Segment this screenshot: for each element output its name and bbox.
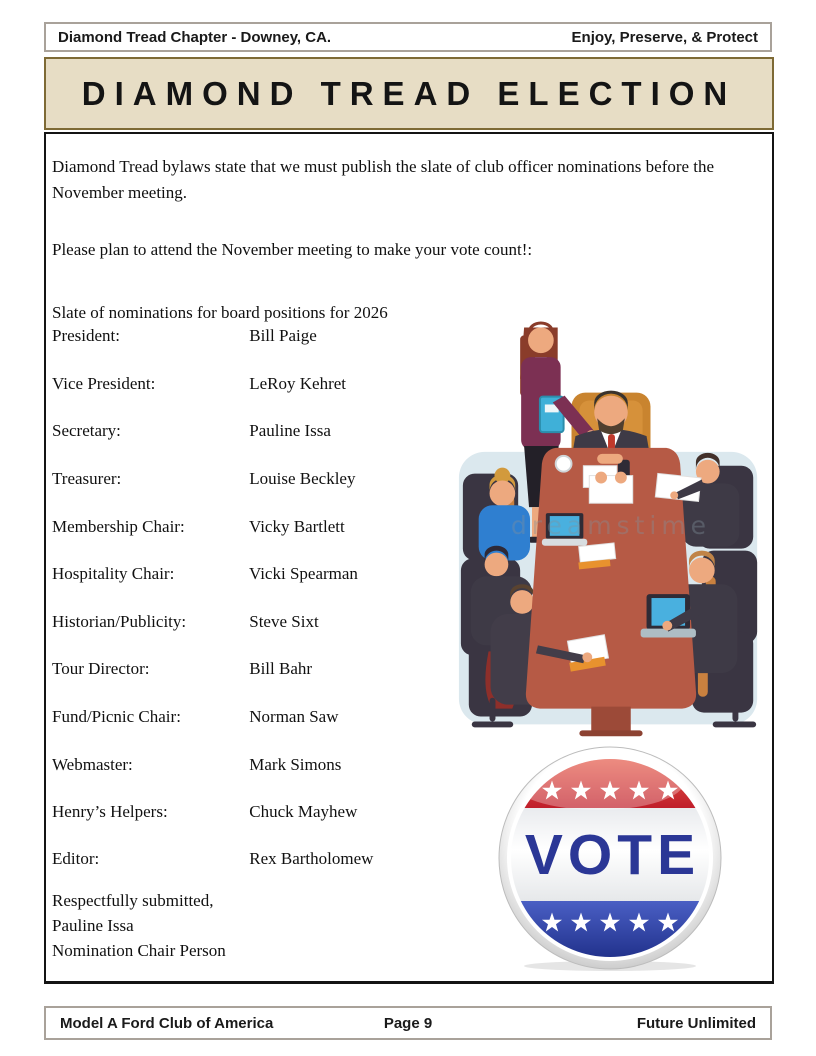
position-label: Treasurer: <box>52 469 122 488</box>
page-footer <box>44 1006 772 1040</box>
nominee-name: Bill Bahr <box>249 659 313 678</box>
nominee-name: Rex Bartholomew <box>249 849 374 868</box>
footer-club-name: Model A Ford Club of America <box>60 1014 274 1032</box>
nomination-row <box>52 612 319 632</box>
footer-motto: Future Unlimited <box>636 1014 756 1032</box>
nominee-name: Bill Paige <box>249 326 317 345</box>
position-label: Tour Director: <box>52 659 150 678</box>
page-header <box>44 22 772 52</box>
closing-line: Respectfully submitted, <box>52 891 214 910</box>
nominee-name: Louise Beckley <box>249 469 356 488</box>
vote-badge <box>498 746 722 972</box>
position-label: Fund/Picnic Chair: <box>52 707 181 726</box>
nomination-row <box>52 374 346 394</box>
position-label: Webmaster: <box>52 755 133 774</box>
nomination-row <box>52 564 358 584</box>
position-label: Editor: <box>52 849 100 868</box>
position-label: Vice President: <box>52 374 156 393</box>
closing-line: Nomination Chair Person <box>52 941 226 960</box>
nominee-name: Pauline Issa <box>249 421 331 440</box>
board-meeting-graphic <box>453 303 769 740</box>
position-label: Hospitality Chair: <box>52 564 175 583</box>
position-label: President: <box>52 326 120 345</box>
nominee-name: Norman Saw <box>249 707 339 726</box>
position-label: Secretary: <box>52 421 121 440</box>
nomination-row <box>52 469 355 489</box>
position-label: Historian/Publicity: <box>52 612 187 631</box>
nomination-row <box>52 755 341 775</box>
nominee-name: Vicki Spearman <box>248 564 358 583</box>
slate-heading: Slate of nominations for board positions for 2026 <box>52 303 388 322</box>
attend-paragraph: Please plan to attend the November meeting to make your vote count!: <box>52 240 533 259</box>
nomination-row <box>52 849 373 869</box>
stock-photo-watermark: dreamstime <box>510 511 712 540</box>
nomination-row <box>52 421 331 441</box>
header-motto: Enjoy, Preserve, & Protect <box>571 28 758 46</box>
nomination-row <box>52 802 357 822</box>
title-banner <box>44 57 774 130</box>
nominee-name: Mark Simons <box>249 755 342 774</box>
nominee-name: Steve Sixt <box>249 612 319 631</box>
closing-signature <box>52 888 226 963</box>
nomination-row <box>52 659 312 679</box>
position-label: Membership Chair: <box>52 517 185 536</box>
page-number: Page 9 <box>383 1014 433 1032</box>
vote-badge-label: VOTE <box>524 823 701 887</box>
position-label: Henry’s Helpers: <box>52 802 168 821</box>
header-chapter-title: Diamond Tread Chapter - Downey, CA. <box>58 28 332 46</box>
board-meeting-illustration <box>453 303 769 740</box>
nominee-name: LeRoy Kehret <box>249 374 347 393</box>
intro-paragraph: Diamond Tread bylaws state that we must publish the slate of club officer nominations before the November meeting. <box>52 157 715 202</box>
page-title: DIAMOND TREAD ELECTION <box>81 74 737 112</box>
nomination-row <box>52 326 317 346</box>
nominee-name: Vicky Bartlett <box>248 517 345 536</box>
closing-line: Pauline Issa <box>52 916 134 935</box>
nomination-row <box>52 517 345 537</box>
nominee-name: Chuck Mayhew <box>249 802 358 821</box>
nomination-row <box>52 707 338 727</box>
